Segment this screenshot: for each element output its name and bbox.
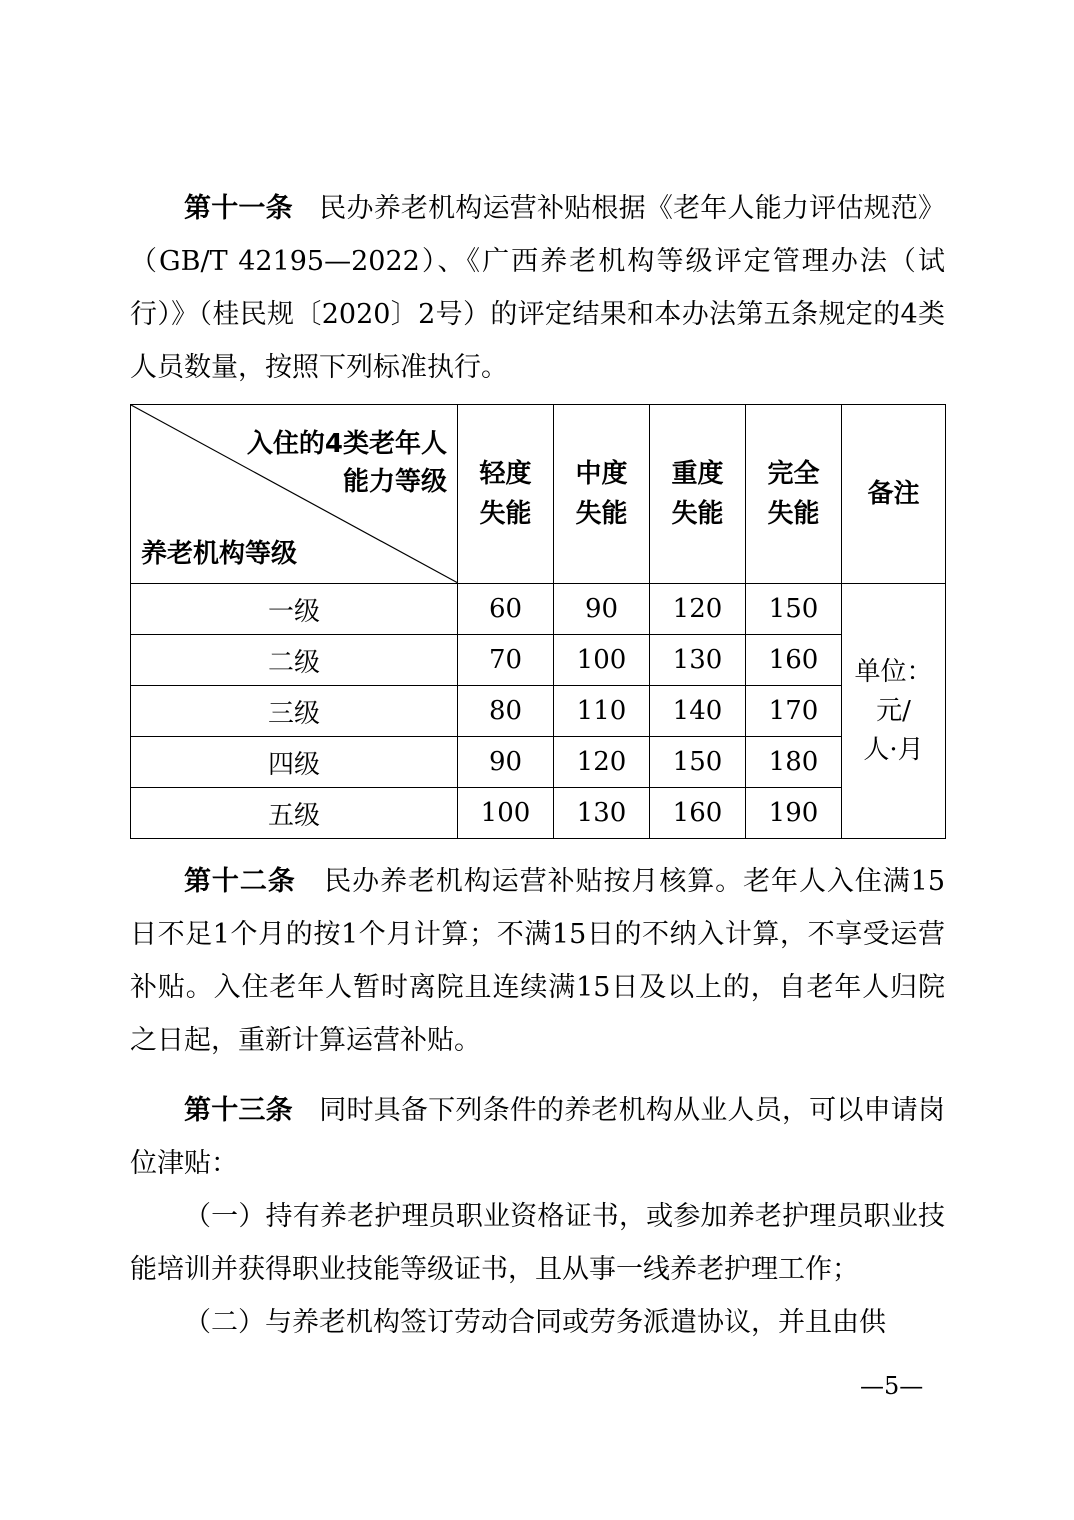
row-level: 五级 — [131, 788, 458, 839]
article-13-item-2: （二）与养老机构签订劳动合同或劳务派遣协议，并且由供 — [184, 1307, 886, 1338]
cell-value: 150 — [650, 737, 746, 788]
table-corner-cell — [131, 405, 458, 584]
row-level: 二级 — [131, 635, 458, 686]
cell-value: 70 — [458, 635, 554, 686]
article-11-head: 第十一条 — [184, 193, 293, 224]
table-row — [131, 686, 946, 737]
cell-value: 120 — [554, 737, 650, 788]
cell-value: 90 — [554, 584, 650, 635]
cell-value: 190 — [746, 788, 842, 839]
col-header-note: 备注 — [842, 405, 946, 584]
corner-top-label — [247, 425, 447, 501]
subsidy-table — [130, 404, 946, 839]
article-13-text: 同时具备下列条件的养老机构从业人员，可以申请岗位津贴： — [130, 1095, 946, 1179]
article-13-head: 第十三条 — [184, 1095, 293, 1126]
cell-value: 100 — [458, 788, 554, 839]
article-12 — [130, 855, 945, 1067]
article-12-head: 第十二条 — [184, 866, 296, 897]
article-12-text: 民办养老机构运营补贴按月核算。老年人入住满15日不足1个月的按1个月计算；不满15日的不纳入计算，不享受运营补贴。入住老年人暂时离院且连续满15日及以上的，自老年人归院之日起，重新计算运营补贴。 — [130, 866, 946, 1056]
unit-note-line3: 人·月 — [863, 734, 924, 765]
unit-note-line1: 单位： — [854, 656, 933, 687]
table-row — [131, 737, 946, 788]
cell-value: 120 — [650, 584, 746, 635]
table-row — [131, 635, 946, 686]
cell-value: 140 — [650, 686, 746, 737]
col-header-mild: 轻度 失能 — [458, 405, 554, 584]
cell-value: 90 — [458, 737, 554, 788]
cell-value: 130 — [554, 788, 650, 839]
article-11 — [130, 182, 945, 394]
article-13 — [130, 1084, 945, 1190]
table-header-row — [131, 405, 946, 584]
table-row — [131, 788, 946, 839]
cell-value: 180 — [746, 737, 842, 788]
cell-value: 100 — [554, 635, 650, 686]
cell-value: 130 — [650, 635, 746, 686]
row-level: 一级 — [131, 584, 458, 635]
article-13-item-1: （一）持有养老护理员职业资格证书，或参加养老护理员职业技能培训并获得职业技能等级证书，且从事一线养老护理工作； — [130, 1201, 945, 1285]
cell-value: 60 — [458, 584, 554, 635]
page-number: —5— — [860, 1372, 924, 1400]
row-level: 四级 — [131, 737, 458, 788]
article-11-text: 民办养老机构运营补贴根据《老年人能力评估规范》（GB/T 42195—2022）、《广西养老机构等级评定管理办法（试行）》（桂民规〔2020〕2号）的评定结果和本办法第五条规定的4类人员数量，按照下列标准执行。 — [130, 193, 946, 383]
corner-bottom-label: 养老机构等级 — [141, 539, 298, 569]
cell-value: 110 — [554, 686, 650, 737]
row-level: 三级 — [131, 686, 458, 737]
cell-value: 150 — [746, 584, 842, 635]
col-header-total: 完全 失能 — [746, 405, 842, 584]
corner-top-line2: 能力等级 — [342, 467, 447, 497]
corner-top-line1: 入住的4类老年人 — [246, 429, 447, 459]
col-header-severe: 重度 失能 — [650, 405, 746, 584]
cell-value: 170 — [746, 686, 842, 737]
unit-note — [842, 584, 946, 839]
table-row — [131, 584, 946, 635]
cell-value: 160 — [746, 635, 842, 686]
col-header-moderate: 中度 失能 — [554, 405, 650, 584]
cell-value: 160 — [650, 788, 746, 839]
unit-note-line2: 元/ — [876, 695, 911, 726]
cell-value: 80 — [458, 686, 554, 737]
